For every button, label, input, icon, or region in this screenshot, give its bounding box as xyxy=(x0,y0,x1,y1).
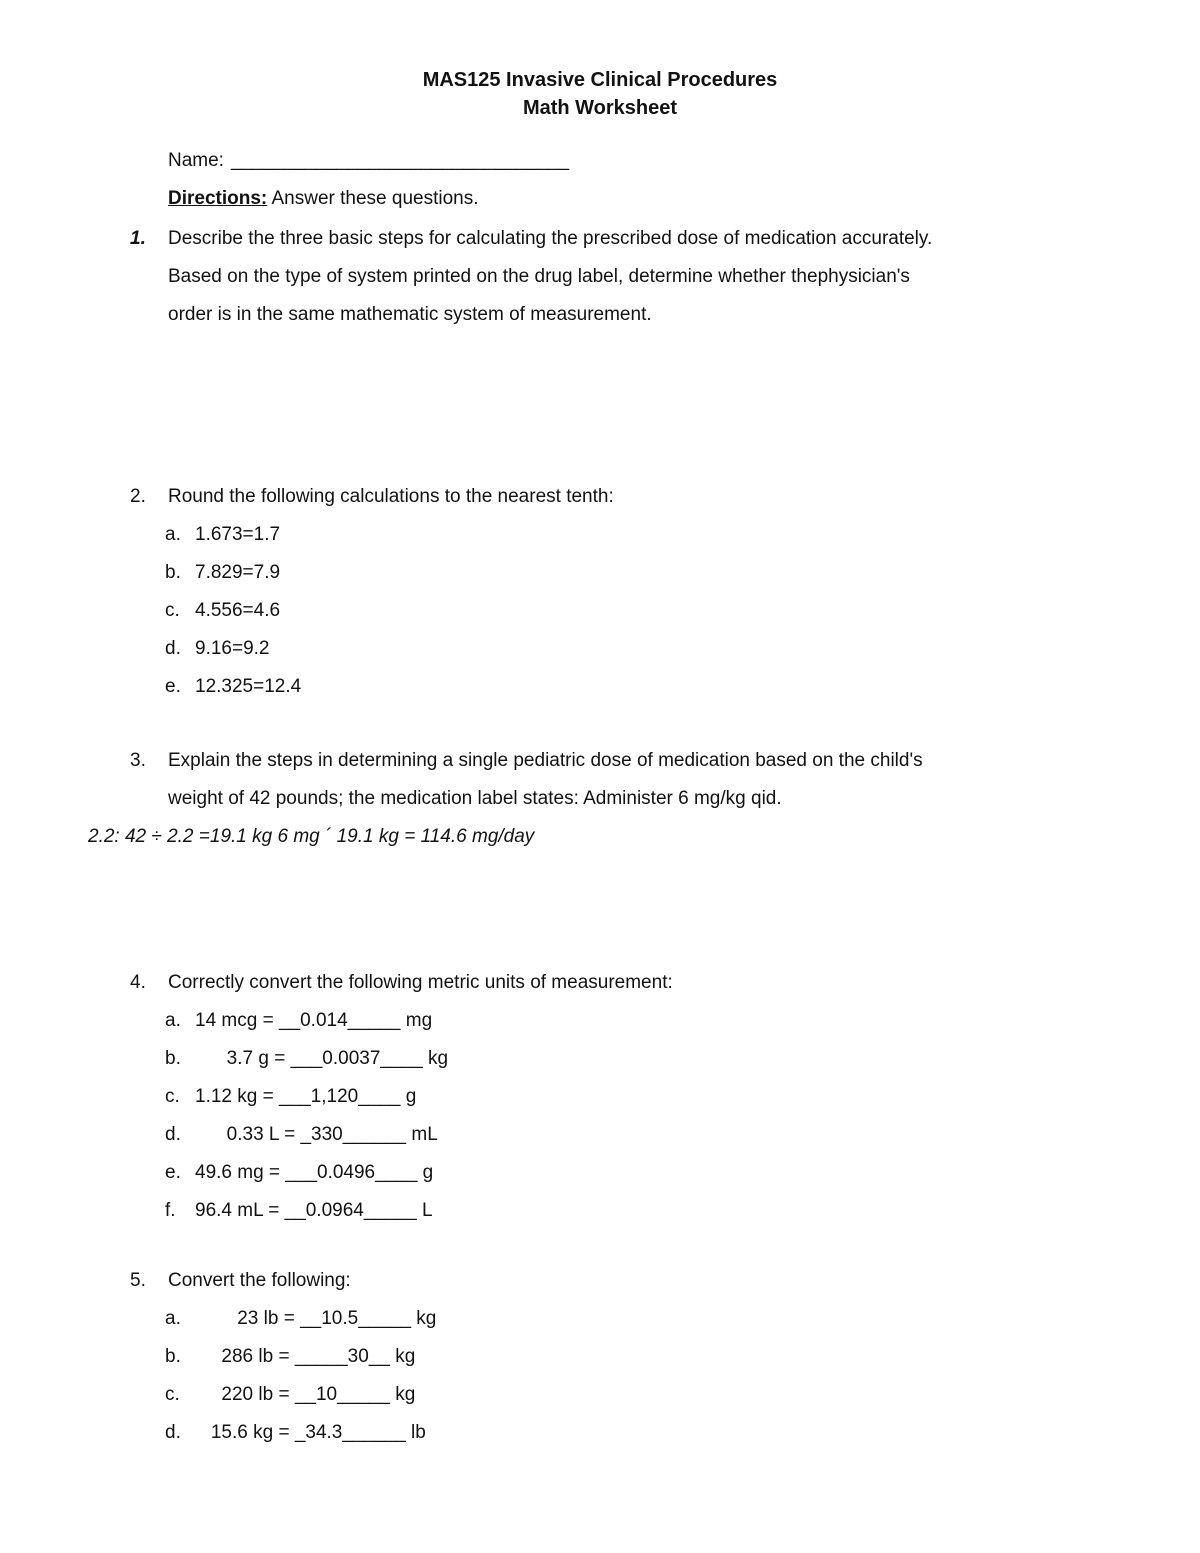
item-letter: b. xyxy=(165,1346,181,1367)
list-item xyxy=(165,592,1200,630)
question-1-line-1 xyxy=(0,220,1200,258)
list-item xyxy=(165,1154,1200,1192)
list-item xyxy=(165,1192,1200,1230)
directions-text: Answer these questions. xyxy=(267,188,479,209)
question-4-prompt-row xyxy=(0,964,1200,1002)
list-item xyxy=(165,1116,1200,1154)
question-2-prompt-row xyxy=(0,478,1200,516)
item-text: 12.325=12.4 xyxy=(195,676,302,697)
item-text: 96.4 mL = __0.0964_____ L xyxy=(195,1200,433,1221)
question-1-spacer xyxy=(130,296,168,334)
item-letter: e. xyxy=(165,676,181,697)
item-text: 4.556=4.6 xyxy=(195,600,281,621)
item-text: 3.7 g = ___0.0037____ kg xyxy=(195,1048,449,1069)
item-letter: d. xyxy=(165,1422,181,1443)
item-text: 220 lb = __10_____ kg xyxy=(195,1384,416,1405)
list-item xyxy=(165,554,1200,592)
question-1-line-2 xyxy=(0,258,1200,296)
item-letter: d. xyxy=(165,638,181,659)
question-1-text: order is in the same mathematic system of measurement. xyxy=(168,304,652,325)
question-2-number: 2. xyxy=(130,486,146,507)
question-1-text: Describe the three basic steps for calculating the prescribed dose of medication accurately. xyxy=(168,228,933,249)
question-1-line-3 xyxy=(0,296,1200,334)
list-item xyxy=(165,1078,1200,1116)
list-item xyxy=(165,1040,1200,1078)
name-gap xyxy=(224,142,231,180)
item-letter: f. xyxy=(165,1200,176,1221)
question-1 xyxy=(0,220,1200,334)
item-text: 1.12 kg = ___1,120____ g xyxy=(195,1086,417,1107)
item-text: 49.6 mg = ___0.0496____ g xyxy=(195,1162,434,1183)
question-5 xyxy=(0,1262,1200,1452)
list-item xyxy=(165,1414,1200,1452)
list-item xyxy=(165,630,1200,668)
question-4 xyxy=(0,964,1200,1230)
question-2 xyxy=(0,478,1200,706)
item-text: 15.6 kg = _34.3______ lb xyxy=(195,1422,426,1443)
question-3-text: weight of 42 pounds; the medication label states: Administer 6 mg/kg qid. xyxy=(168,788,782,809)
item-letter: c. xyxy=(165,1086,180,1107)
question-1-number: 1. xyxy=(130,228,146,249)
item-text: 14 mcg = __0.014_____ mg xyxy=(195,1010,433,1031)
question-4-prompt: Correctly convert the following metric units of measurement: xyxy=(168,972,673,993)
item-letter: a. xyxy=(165,1308,181,1329)
directions-row xyxy=(168,180,1200,218)
item-letter: b. xyxy=(165,562,181,583)
question-5-number: 5. xyxy=(130,1270,146,1291)
title-line-1: MAS125 Invasive Clinical Procedures xyxy=(422,69,778,91)
item-letter: e. xyxy=(165,1162,181,1183)
q3-answer-line: 2.2: 42 ÷ 2.2 =19.1 kg 6 mg ´ 19.1 kg = 114.6 mg/day xyxy=(88,826,535,847)
list-item xyxy=(165,1376,1200,1414)
item-letter: c. xyxy=(165,1384,180,1405)
list-item xyxy=(165,668,1200,706)
item-text: 23 lb = __10.5_____ kg xyxy=(195,1308,437,1329)
question-4-number: 4. xyxy=(130,972,146,993)
name-row xyxy=(168,142,1200,180)
question-3-spacer xyxy=(130,780,168,818)
item-letter: d. xyxy=(165,1124,181,1145)
item-text: 7.829=7.9 xyxy=(195,562,281,583)
item-text: 0.33 L = _330______ mL xyxy=(195,1124,438,1145)
item-text: 1.673=1.7 xyxy=(195,524,281,545)
question-1-text: Based on the type of system printed on the drug label, determine whether thephysician's xyxy=(168,266,910,287)
question-3-line-2 xyxy=(0,780,1200,818)
question-2-prompt: Round the following calculations to the nearest tenth: xyxy=(168,486,614,507)
list-item xyxy=(165,1300,1200,1338)
title-line-2: Math Worksheet xyxy=(522,97,678,119)
question-5-prompt-row xyxy=(0,1262,1200,1300)
item-text: 286 lb = _____30__ kg xyxy=(195,1346,416,1367)
name-label: Name: xyxy=(168,150,224,171)
item-letter: a. xyxy=(165,1010,181,1031)
directions-label: Directions: xyxy=(168,188,268,209)
question-5-prompt: Convert the following: xyxy=(168,1270,351,1291)
document-title xyxy=(0,0,1200,122)
question-1-spacer xyxy=(130,258,168,296)
list-item xyxy=(165,516,1200,554)
list-item xyxy=(165,1002,1200,1040)
question-3-number: 3. xyxy=(130,750,146,771)
question-3-text: Explain the steps in determining a single pediatric dose of medication based on the child's xyxy=(168,750,923,771)
question-3-line-1 xyxy=(0,742,1200,780)
item-text: 9.16=9.2 xyxy=(195,638,270,659)
name-blank-line: ________________________________ xyxy=(230,150,570,171)
list-item xyxy=(165,1338,1200,1376)
item-letter: c. xyxy=(165,600,180,621)
item-letter: a. xyxy=(165,524,181,545)
item-letter: b. xyxy=(165,1048,181,1069)
question-3 xyxy=(0,742,1200,818)
